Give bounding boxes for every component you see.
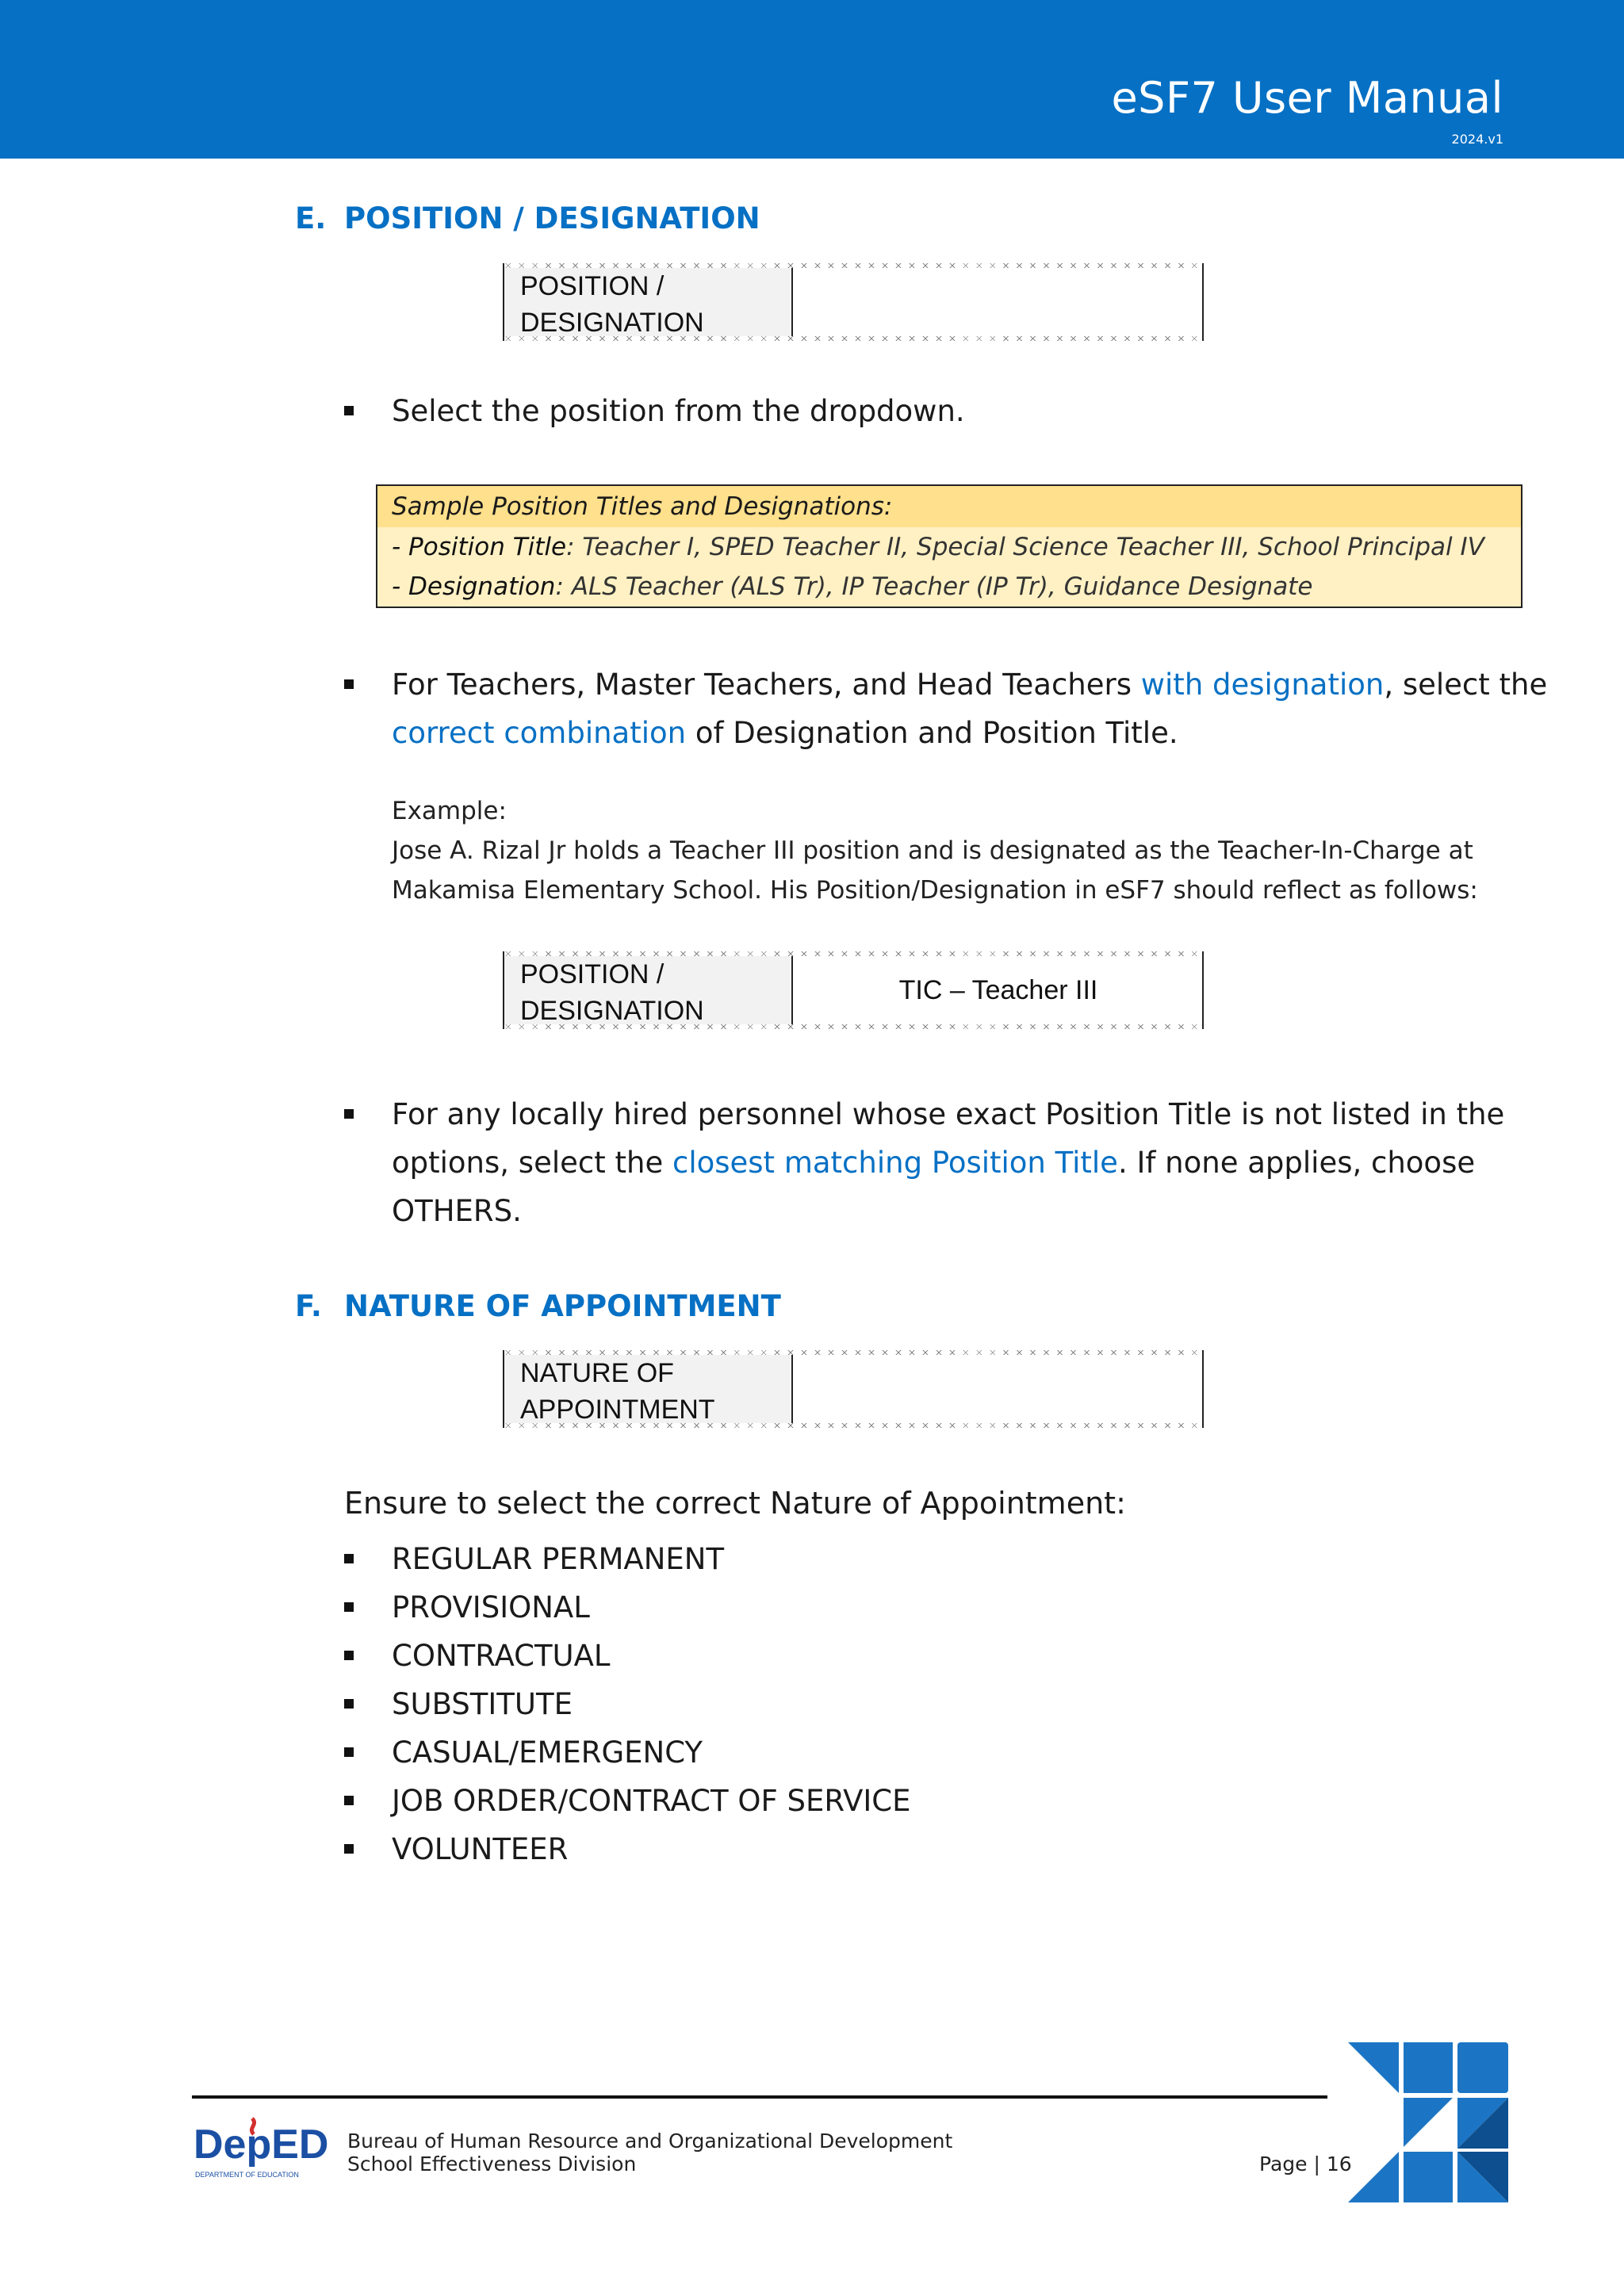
section-e-title: POSITION / DESIGNATION <box>344 201 760 235</box>
manual-version: 2024.v1 <box>1451 132 1503 147</box>
highlight-correct-combination: correct combination <box>392 716 687 750</box>
text-part: . If none applies, choose OTHERS. <box>392 1146 1476 1228</box>
sample-position-titles <box>377 527 1521 567</box>
appointment-option: VOLUNTEER <box>392 1832 569 1866</box>
sample-positions-box <box>376 484 1522 608</box>
bullet-square-icon <box>344 406 354 415</box>
footer-divider <box>192 2095 1327 2099</box>
bullet-square-icon <box>344 679 354 689</box>
label-line-1: POSITION / <box>520 959 665 989</box>
sample-values: : ALS Teacher (ALS Tr), IP Teacher (IP Tr), Guidance Designate <box>555 572 1313 601</box>
bullet-square-icon <box>344 1602 354 1612</box>
section-f-letter: F. <box>295 1289 322 1323</box>
label-line-2: DESIGNATION <box>520 996 704 1026</box>
sample-prefix: - <box>392 533 409 561</box>
manual-title: eSF7 User Manual <box>1111 73 1503 123</box>
section-f-heading <box>295 1289 781 1323</box>
example-position-value: TIC – Teacher III <box>898 974 1098 1005</box>
appointment-option: JOB ORDER/CONTRACT OF SERVICE <box>392 1784 911 1818</box>
label-line-2: APPOINTMENT <box>520 1395 715 1425</box>
text-part: For Teachers, Master Teachers, and Head Teachers <box>392 668 1141 702</box>
example-position-label <box>504 956 793 1024</box>
example-label: Example: <box>392 797 507 825</box>
sample-heading: Sample Position Titles and Designations: <box>377 486 1521 527</box>
bullet-text: Select the position from the dropdown. <box>392 394 965 428</box>
bullet-square-icon <box>344 1796 354 1805</box>
sample-key: Position Title <box>408 533 567 561</box>
appointment-intro: Ensure to select the correct Nature of Appointment: <box>344 1486 1126 1521</box>
section-e-letter: E. <box>295 201 327 235</box>
appointment-option: SUBSTITUTE <box>392 1687 573 1721</box>
sample-values: : Teacher I, SPED Teacher II, Special Science Teacher III, School Principal IV <box>566 533 1484 561</box>
appointment-option: CONTRACTUAL <box>392 1639 611 1673</box>
footer-organization <box>347 2130 952 2175</box>
sample-designations <box>377 567 1521 607</box>
example-position-field <box>503 951 1204 1029</box>
bullet-square-icon <box>344 1747 354 1757</box>
example-block <box>392 791 1534 910</box>
position-designation-field <box>503 263 1204 341</box>
sample-prefix: - <box>392 572 409 601</box>
org-line-1: Bureau of Human Resource and Organizational Development <box>347 2130 953 2152</box>
bullet-square-icon <box>344 1109 354 1119</box>
bullet-text <box>392 660 1549 757</box>
bullet-text <box>392 1090 1549 1235</box>
appointment-option: REGULAR PERMANENT <box>392 1542 725 1576</box>
bullet-square-icon <box>344 1699 354 1709</box>
label-line-2: DESIGNATION <box>520 308 704 338</box>
nature-of-appointment-value[interactable] <box>795 1355 1202 1423</box>
deped-logo-subtext: DEPARTMENT OF EDUCATION <box>195 2171 299 2179</box>
nature-of-appointment-label <box>504 1355 793 1423</box>
deped-logo-text: DepED <box>193 2122 328 2168</box>
sample-key: Designation <box>408 572 556 601</box>
bullet-square-icon <box>344 1554 354 1563</box>
example-text: Jose A. Rizal Jr holds a Teacher III position and is designated as the Teacher-In-Charge at Makamisa Elementary School. His Position/Designation in eSF7 should reflect as follows: <box>392 836 1478 905</box>
page-header <box>0 0 1624 159</box>
appointment-option: PROVISIONAL <box>392 1590 590 1624</box>
page-number: Page | 16 <box>1259 2152 1352 2175</box>
bullet-square-icon <box>344 1844 354 1854</box>
highlight-with-designation: with designation <box>1140 668 1385 702</box>
highlight-closest-matching: closest matching Position Title <box>672 1146 1118 1180</box>
corner-mark-icon <box>1348 2042 1508 2202</box>
label-line-1: NATURE OF <box>520 1358 674 1388</box>
position-designation-label <box>504 268 793 336</box>
nature-of-appointment-field <box>503 1350 1204 1428</box>
position-designation-value[interactable] <box>795 268 1202 336</box>
text-part: whose exact Position Title is not listed in the options, select the <box>392 1097 1505 1180</box>
bullet-square-icon <box>344 1651 354 1660</box>
text-part: For any locally hired personnel <box>392 1097 843 1131</box>
label-line-1: POSITION / <box>520 271 665 301</box>
deped-logo <box>193 2114 328 2182</box>
text-part: of Designation and Position Title. <box>686 716 1178 750</box>
org-line-2: School Effectiveness Division <box>347 2152 637 2175</box>
section-f-title: NATURE OF APPOINTMENT <box>344 1289 781 1323</box>
appointment-option: CASUAL/EMERGENCY <box>392 1735 703 1770</box>
text-part: , select the <box>1384 668 1548 702</box>
section-e-heading <box>295 201 760 235</box>
